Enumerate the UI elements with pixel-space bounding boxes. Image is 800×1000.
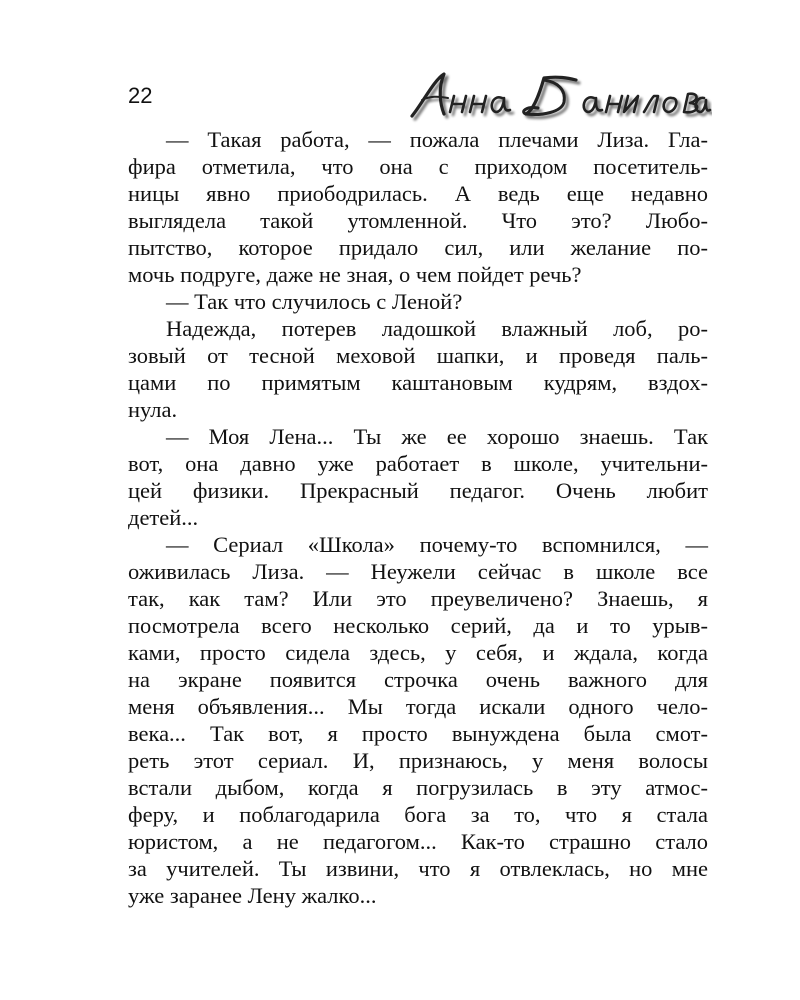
text-line: нула. bbox=[128, 397, 178, 422]
text-line: детей... bbox=[128, 505, 199, 530]
text-line: — Так что случилось с Леной? bbox=[166, 289, 463, 314]
text-line: ницы явно приободрилась. А ведь еще недавно bbox=[128, 181, 708, 206]
text-line: уже заранее Лену жалко... bbox=[128, 883, 377, 908]
body-text bbox=[128, 126, 708, 909]
text-line: зовый от тесной меховой шапки, и проведя паль- bbox=[128, 343, 708, 368]
text-line: посмотрела всего несколько серий, да и то урыв- bbox=[128, 613, 708, 638]
text-line: Надежда, потерев ладошкой влажный лоб, ро- bbox=[166, 316, 708, 341]
text-line: цей физики. Прекрасный педагог. Очень любит bbox=[128, 478, 708, 503]
text-line: юристом, а не педагогом... Как-то страшно стало bbox=[128, 829, 708, 854]
text-line: за учителей. Ты извини, что я отвлеклась, но мне bbox=[128, 856, 708, 881]
page-number: 22 bbox=[128, 83, 153, 108]
author-signature-logo bbox=[408, 66, 712, 126]
text-line: ками, просто сидела здесь, у себя, и ждала, когда bbox=[128, 640, 708, 665]
text-line: реть этот сериал. И, признаюсь, у меня волосы bbox=[128, 748, 708, 773]
text-line: так, как там? Или это преувеличено? Знаешь, я bbox=[128, 586, 708, 611]
text-line: — Сериал «Школа» почему-то вспомнился, — bbox=[166, 532, 708, 557]
text-line: фира отметила, что она с приходом посетитель- bbox=[128, 154, 708, 179]
text-line: — Такая работа, — пожала плечами Лиза. Гла- bbox=[166, 127, 708, 152]
text-line: пытство, которое придало сил, или желание по- bbox=[128, 235, 708, 260]
text-line: — Моя Лена... Ты же ее хорошо знаешь. Так bbox=[166, 424, 708, 449]
text-line: феру, и поблагодарила бога за то, что я стала bbox=[128, 802, 708, 827]
text-line: века... Так вот, я просто вынуждена была смот- bbox=[128, 721, 708, 746]
text-line: выглядела такой утомленной. Что это? Любо- bbox=[128, 208, 708, 233]
text-line: мочь подруге, даже не зная, о чем пойдет речь? bbox=[128, 262, 582, 287]
text-line: оживилась Лиза. — Неужели сейчас в школе все bbox=[128, 559, 708, 584]
text-line: на экране появится строчка очень важного для bbox=[128, 667, 708, 692]
text-line: цами по примятым каштановым кудрям, вздох- bbox=[128, 370, 708, 395]
text-line: встали дыбом, когда я погрузилась в эту атмос- bbox=[128, 775, 708, 800]
text-line: меня объявления... Мы тогда искали одного чело- bbox=[128, 694, 708, 719]
text-line: вот, она давно уже работает в школе, учительни- bbox=[128, 451, 708, 476]
